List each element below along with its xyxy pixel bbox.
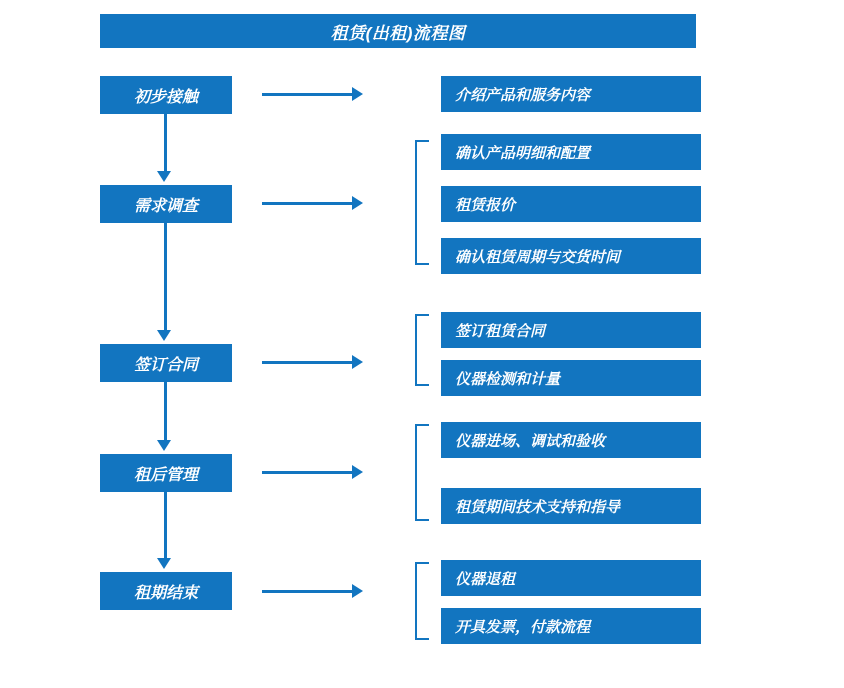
arrow-stage-3-line — [262, 361, 352, 364]
task-box-4[interactable]: 确认租赁周期与交货时间 — [441, 238, 701, 274]
connector-stage-3-4-line — [164, 382, 167, 440]
connector-stage-4-5-line — [164, 492, 167, 558]
connector-stage-2-3-line — [164, 223, 167, 330]
task-box-8[interactable]: 租赁期间技术支持和指导 — [441, 488, 701, 524]
arrow-stage-2-line — [262, 202, 352, 205]
bracket-group-4 — [415, 424, 429, 521]
stage-box-1[interactable]: 初步接触 — [100, 76, 232, 114]
bracket-group-5 — [415, 562, 429, 640]
arrow-stage-4-head — [352, 465, 363, 479]
arrow-stage-1-line — [262, 93, 352, 96]
task-box-3[interactable]: 租赁报价 — [441, 186, 701, 222]
stage-box-4[interactable]: 租后管理 — [100, 454, 232, 492]
connector-stage-3-4-arrow — [157, 440, 171, 451]
connector-stage-1-2-arrow — [157, 171, 171, 182]
task-box-7[interactable]: 仪器进场、调试和验收 — [441, 422, 701, 458]
connector-stage-1-2-line — [164, 114, 167, 171]
connector-stage-2-3-arrow — [157, 330, 171, 341]
task-box-5[interactable]: 签订租赁合同 — [441, 312, 701, 348]
diagram-title: 租赁(出租)流程图 — [100, 14, 696, 48]
connector-stage-4-5-arrow — [157, 558, 171, 569]
arrow-stage-4-line — [262, 471, 352, 474]
arrow-stage-1-head — [352, 87, 363, 101]
arrow-stage-5-line — [262, 590, 352, 593]
task-box-10[interactable]: 开具发票，付款流程 — [441, 608, 701, 644]
stage-box-2[interactable]: 需求调查 — [100, 185, 232, 223]
arrow-stage-2-head — [352, 196, 363, 210]
bracket-group-3 — [415, 314, 429, 386]
task-box-9[interactable]: 仪器退租 — [441, 560, 701, 596]
arrow-stage-3-head — [352, 355, 363, 369]
task-box-6[interactable]: 仪器检测和计量 — [441, 360, 701, 396]
arrow-stage-5-head — [352, 584, 363, 598]
stage-box-5[interactable]: 租期结束 — [100, 572, 232, 610]
stage-box-3[interactable]: 签订合同 — [100, 344, 232, 382]
task-box-1[interactable]: 介绍产品和服务内容 — [441, 76, 701, 112]
bracket-group-2 — [415, 140, 429, 265]
task-box-2[interactable]: 确认产品明细和配置 — [441, 134, 701, 170]
